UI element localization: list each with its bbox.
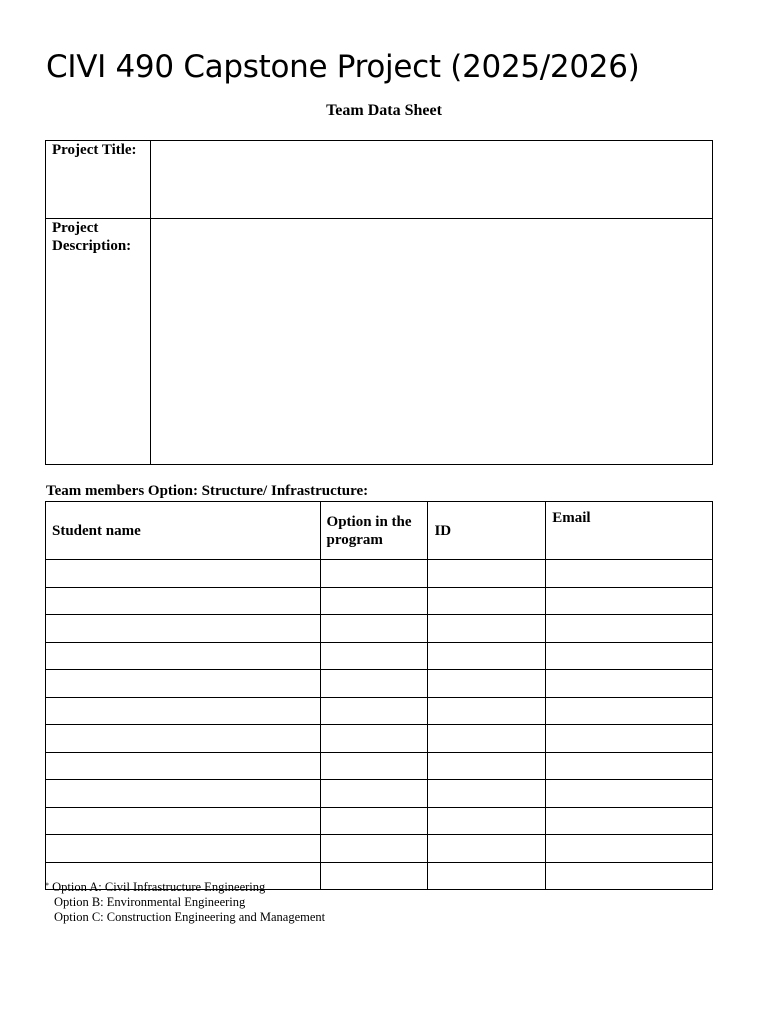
column-header-student-name: Student name — [46, 502, 321, 560]
page-title: CIVI 490 Capstone Project (2025/2026) — [46, 49, 640, 85]
student-name-cell[interactable] — [46, 780, 321, 808]
table-row — [46, 697, 713, 725]
id-cell[interactable] — [428, 642, 546, 670]
table-row — [46, 807, 713, 835]
option-cell[interactable] — [320, 807, 428, 835]
table-row — [46, 752, 713, 780]
email-cell[interactable] — [546, 587, 713, 615]
id-cell[interactable] — [428, 697, 546, 725]
student-name-cell[interactable] — [46, 587, 321, 615]
footnotes — [45, 880, 325, 925]
option-cell[interactable] — [320, 835, 428, 863]
email-cell[interactable] — [546, 725, 713, 753]
project-description-label: Project Description: — [46, 219, 151, 465]
student-name-cell[interactable] — [46, 725, 321, 753]
project-description-field[interactable] — [151, 219, 713, 465]
column-header-email: Email — [546, 502, 713, 560]
column-header-id: ID — [428, 502, 546, 560]
email-cell[interactable] — [546, 560, 713, 588]
email-cell[interactable] — [546, 835, 713, 863]
id-cell[interactable] — [428, 587, 546, 615]
table-row — [46, 642, 713, 670]
email-cell[interactable] — [546, 752, 713, 780]
email-cell[interactable] — [546, 862, 713, 890]
student-name-cell[interactable] — [46, 670, 321, 698]
footnote-line: Option B: Environmental Engineering — [54, 895, 246, 909]
id-cell[interactable] — [428, 862, 546, 890]
project-title-label: Project Title: — [46, 141, 151, 219]
table-row — [46, 560, 713, 588]
table-row — [46, 835, 713, 863]
option-cell[interactable] — [320, 725, 428, 753]
option-cell[interactable] — [320, 615, 428, 643]
table-row — [46, 780, 713, 808]
student-name-cell[interactable] — [46, 752, 321, 780]
team-members-table — [45, 501, 713, 890]
footnote-line: Option C: Construction Engineering and Management — [54, 910, 326, 924]
email-cell[interactable] — [546, 780, 713, 808]
option-cell[interactable] — [320, 587, 428, 615]
team-members-label: Team members Option: Structure/ Infrastructure: — [46, 483, 369, 499]
id-cell[interactable] — [428, 752, 546, 780]
footnote-line: * Option A: Civil Infrastructure Engineering — [45, 880, 266, 894]
option-cell[interactable] — [320, 670, 428, 698]
project-title-field[interactable] — [151, 141, 713, 219]
column-header-option: Option in the program — [320, 502, 428, 560]
option-cell[interactable] — [320, 780, 428, 808]
student-name-cell[interactable] — [46, 835, 321, 863]
student-name-cell[interactable] — [46, 642, 321, 670]
id-cell[interactable] — [428, 560, 546, 588]
table-row — [46, 670, 713, 698]
table-row — [46, 725, 713, 753]
email-cell[interactable] — [546, 697, 713, 725]
id-cell[interactable] — [428, 725, 546, 753]
email-cell[interactable] — [546, 670, 713, 698]
option-cell[interactable] — [320, 862, 428, 890]
email-cell[interactable] — [546, 642, 713, 670]
option-cell[interactable] — [320, 752, 428, 780]
email-cell[interactable] — [546, 615, 713, 643]
footnote-marker: * — [45, 881, 49, 890]
id-cell[interactable] — [428, 835, 546, 863]
table-row — [46, 615, 713, 643]
option-cell[interactable] — [320, 642, 428, 670]
id-cell[interactable] — [428, 780, 546, 808]
option-cell[interactable] — [320, 560, 428, 588]
sheet-subtitle: Team Data Sheet — [326, 102, 442, 119]
id-cell[interactable] — [428, 807, 546, 835]
id-cell[interactable] — [428, 670, 546, 698]
student-name-cell[interactable] — [46, 615, 321, 643]
student-name-cell[interactable] — [46, 560, 321, 588]
table-row — [46, 587, 713, 615]
email-cell[interactable] — [546, 807, 713, 835]
id-cell[interactable] — [428, 615, 546, 643]
project-info-table — [45, 140, 713, 465]
option-cell[interactable] — [320, 697, 428, 725]
student-name-cell[interactable] — [46, 697, 321, 725]
student-name-cell[interactable] — [46, 807, 321, 835]
